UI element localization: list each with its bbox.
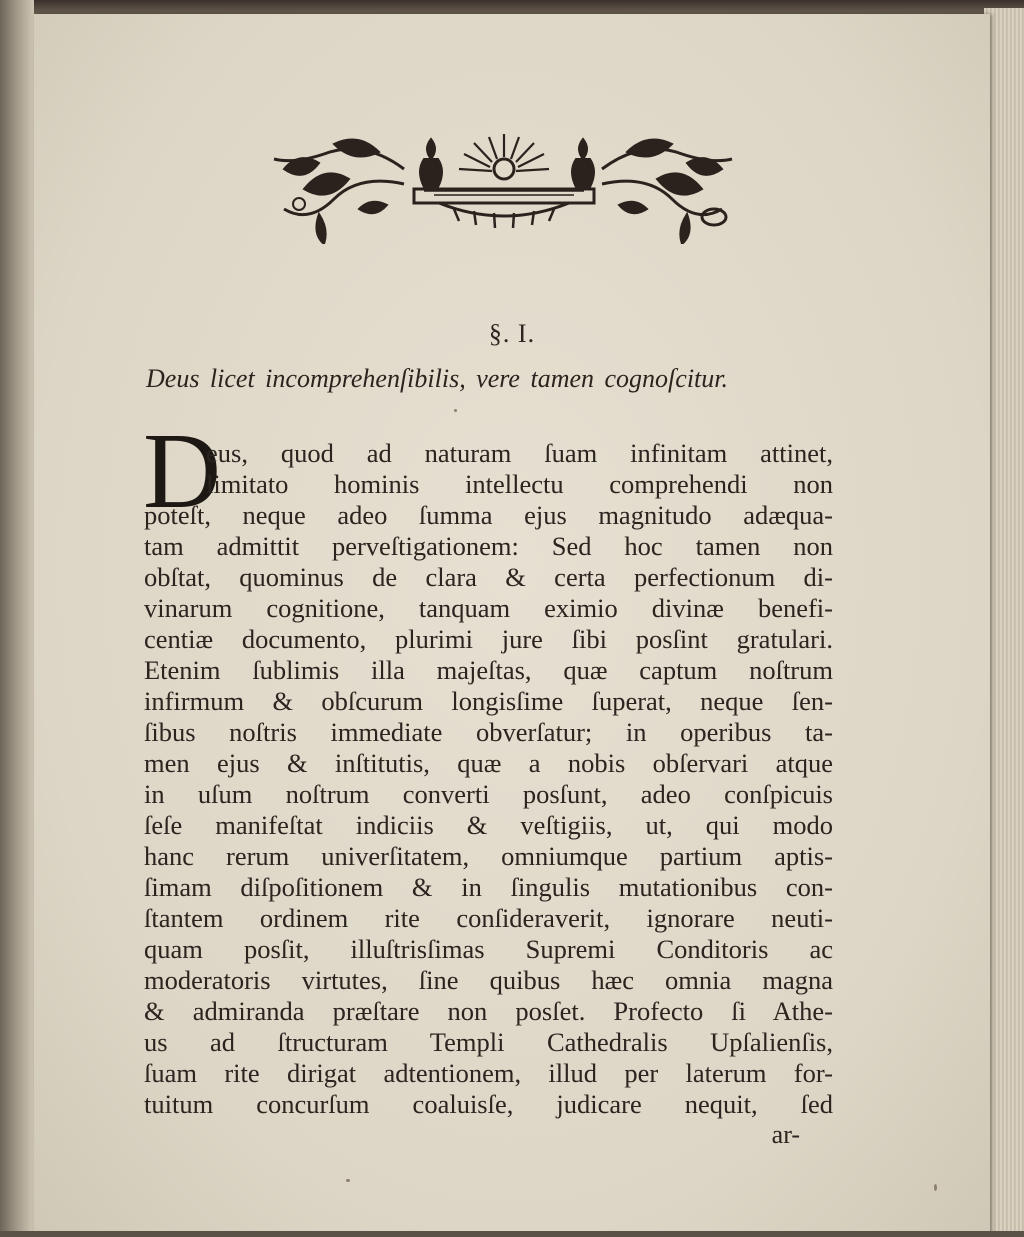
text-line: poteſt, neque adeo ſumma ejus magnitudo adæqua-: [144, 500, 833, 530]
paper-speck: [934, 1184, 937, 1191]
text-line: tuitum concurſum coaluisſe, judicare nequit, ſed: [144, 1089, 833, 1119]
section-heading: Deus licet incomprehenſibilis, vere tamen cognoſcitur.: [146, 364, 728, 393]
text-line: in uſum noſtrum converti posſunt, adeo conſpicuis: [144, 779, 833, 809]
text-line: & admiranda præſtare non posſet. Profecto ſi Athe-: [144, 996, 833, 1026]
text-line: centiæ documento, plurimi jure ſibi posſint gratulari.: [144, 624, 833, 654]
text-line: eus, quod ad naturam ſuam infinitam attinet,: [206, 438, 833, 468]
text-line: hanc rerum univerſitatem, omniumque partium aptis-: [144, 841, 833, 871]
text-line: men ejus & inſtitutis, quæ a nobis obſervari atque: [144, 748, 833, 778]
paper-speck: [454, 409, 457, 412]
text-line: vinarum cognitione, tanquam eximio divinæ benefi-: [144, 593, 833, 623]
text-line: ſuam rite dirigat adtentionem, illud per laterum for-: [144, 1058, 833, 1088]
section-mark: §. I.: [488, 319, 536, 348]
book-page: [34, 14, 990, 1237]
catchword: ar-: [771, 1120, 800, 1149]
page-stack-edge: [984, 8, 1024, 1237]
paper-speck: [346, 1179, 350, 1182]
text-line: tam admittit perveſtigationem: Sed hoc tamen non: [144, 531, 833, 561]
text-line: ſeſe manifeſtat indiciis & veſtigiis, ut, qui modo: [144, 810, 833, 840]
printers-ornament-icon: [264, 129, 742, 244]
text-line: ſimam diſpoſitionem & in ſingulis mutationibus con-: [144, 872, 833, 902]
book-bottom-edge: [0, 1231, 1024, 1237]
book-binding-gutter: [0, 0, 34, 1237]
text-line: ſibus noſtris immediate obverſatur; in operibus ta-: [144, 717, 833, 747]
text-line: limitato hominis intellectu comprehendi non: [206, 469, 833, 499]
text-line: quam posſit, illuſtrisſimas Supremi Conditoris ac: [144, 934, 833, 964]
text-line: obſtat, quominus de clara & certa perfectionum di-: [144, 562, 833, 592]
text-line: infirmum & obſcurum longisſime ſuperat, neque ſen-: [144, 686, 833, 716]
drop-cap: D: [143, 412, 221, 531]
text-line: moderatoris virtutes, ſine quibus hæc omnia magna: [144, 965, 833, 995]
text-line: us ad ſtructuram Templi Cathedralis Upſalienſis,: [144, 1027, 833, 1057]
text-line: Etenim ſublimis illa majeſtas, quæ captum noſtrum: [144, 655, 833, 685]
text-line: ſtantem ordinem rite conſideraverit, ignorare neuti-: [144, 903, 833, 933]
